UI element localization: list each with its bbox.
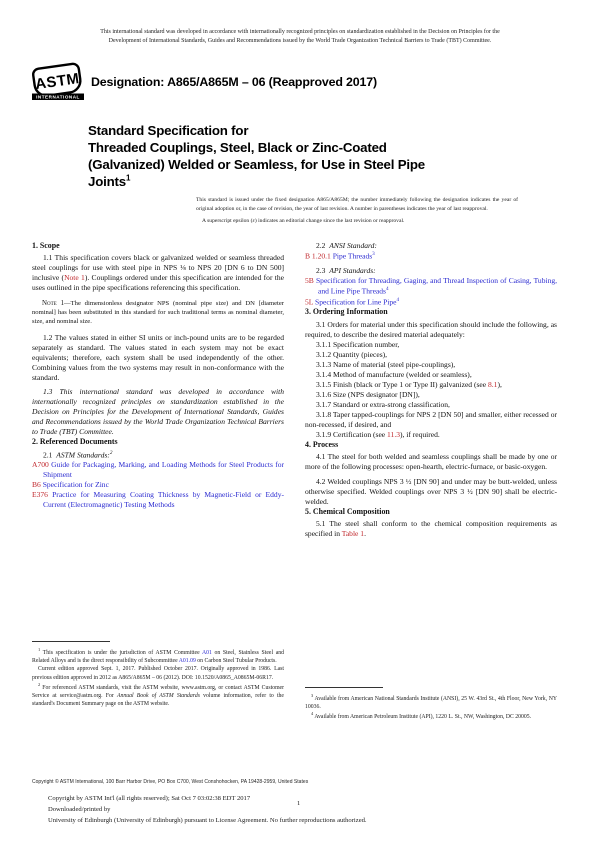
- download-printed-by: Downloaded/printed by: [48, 806, 111, 814]
- page-title: [88, 122, 518, 190]
- paragraph-3-1: 3.1 Orders for material under this specification should include the following, as required, to describe the desired material adequately:: [305, 319, 557, 339]
- paragraph-4-2: 4.2 Welded couplings NPS 3 ½ [DN 90] and under may be butt-welded, unless otherwise specified. Welded couplings over NPS 3 ½ [DN 90] shall be electric-welded.: [305, 476, 557, 506]
- page-number: 1: [297, 800, 301, 807]
- right-column: [305, 241, 557, 539]
- issue-note-paragraph-2: A superscript epsilon (ε) indicates an editorial change since the last revision or reapproval.: [202, 217, 405, 224]
- reference-api-5b[interactable]: 5B Specification for Threading, Gaging, and Thread Inspection of Casing, Tubing, and Line Pipe Threads$^4$: [305, 276, 557, 296]
- link-section-8-1[interactable]: 8.1: [488, 379, 498, 389]
- reference-title: Pipe Threads: [332, 251, 373, 261]
- designation-text: Designation: A865/A865M – 06 (Reapproved 2017): [91, 75, 377, 89]
- tbt-notice-line-2: Development of International Standards, Guides and Recommendations issued by the World Trade Organization Technical Barriers to Trade (TBT) Committee.: [108, 38, 492, 45]
- reference-astm-e376[interactable]: [32, 490, 284, 510]
- left-column: [32, 241, 284, 510]
- title-line-3: (Galvanized) Welded or Seamless, for Use in Steel Pipe: [88, 157, 426, 173]
- footnote-current-edition: Current edition approved Sept. 1, 2017. Published October 2017. Originally approved in 1986. Last previous edition approved in 2012 as A865/A865M – 06 (2012). DOI: 10.1520/A0865_A0865M-06R17.: [32, 666, 284, 681]
- paragraph-3-1-2: 3.1.2 Quantity (pieces),: [316, 349, 388, 359]
- paragraph-1-1: 1.1 This specification covers black or galvanized welded or seamless threaded steel couplings for use with steel pipe in NPS ⅛ to NPS 20 [DN 6 to DN 500] inclusive (Note 1). Couplings ordered under this specification are intended for the uses outlined in the pipe specifications referencing this specification.: [32, 253, 284, 293]
- download-license: University of Edinburgh (University of Edinburgh) pursuant to License Agreement. No further reproductions authorized.: [48, 817, 367, 825]
- section-heading-process: 4. Process: [305, 439, 339, 449]
- section-heading-scope: 1. Scope: [32, 241, 60, 250]
- reference-designation: E376: [32, 489, 48, 499]
- copyright-line: Copyright © ASTM International, 100 Barr Harbor Drive, PO Box C700, West Conshohocken, PA 19428-2959, United States: [32, 779, 309, 785]
- footnotes-left: [32, 647, 284, 709]
- paragraph-3-1-9: 3.1.9 Certification (see 11.3), if required.: [316, 429, 440, 439]
- paragraph-3-1-4: 3.1.4 Method of manufacture (welded or seamless),: [316, 369, 472, 379]
- reference-ansi-b1201[interactable]: B 1.20.1 Pipe Threads$^3$: [305, 250, 375, 261]
- download-info: [48, 793, 548, 826]
- paragraph-3-1-7: 3.1.7 Standard or extra-strong classification,: [316, 399, 450, 409]
- svg-text:ASTM: ASTM: [34, 70, 81, 94]
- link-section-11-3[interactable]: 11.3: [387, 429, 400, 439]
- section-heading-chemical-composition: 5. Chemical Composition: [305, 506, 390, 516]
- paragraph-3-1-6: 3.1.6 Size (NPS designator [DN]),: [316, 389, 420, 399]
- footnote-divider-left: [32, 641, 110, 642]
- paragraph-5-1: 5.1 The steel shall conform to the chemical composition requirements as specified in Table 1.: [305, 519, 557, 539]
- title-footnote-marker: 1: [125, 173, 131, 183]
- paragraph-3-1-3: 3.1.3 Name of material (steel pipe-couplings),: [316, 359, 456, 369]
- note-1: Note 1—The dimensionless designator NPS (nominal pipe size) and DN [diameter nominal] has been substituted in this standard for such traditional terms as nominal diameter, size, and nominal size.: [32, 300, 284, 325]
- reference-api-5l[interactable]: 5L Specification for Line Pipe$^4$: [305, 296, 400, 307]
- paragraph-3-1-5: 3.1.5 Finish (black or Type 1 or Type II) galvanized (see 8.1),: [316, 379, 502, 389]
- footnotes-right: [305, 693, 557, 722]
- issue-note: [196, 196, 518, 228]
- reference-astm-a700[interactable]: [32, 460, 284, 480]
- reference-designation: B6: [32, 479, 41, 489]
- reference-title: Specification for Threading, Gaging, and Thread Inspection of Casing, Tubing, and Line Pipe Threads: [315, 276, 557, 296]
- link-table-1[interactable]: Table 1: [341, 529, 365, 539]
- footnote-2: $^2$ For referenced ASTM standards, visit the ASTM website, www.astm.org, or contact ASTM Customer Service at service@astm.org. For Annual Book of ASTM Standards volume information, refer to the standard's Document Summary page on the ASTM website.: [32, 681, 285, 708]
- link-note-1[interactable]: Note 1: [64, 273, 85, 283]
- paragraph-4-1: 4.1 The steel for both welded and seamless couplings shall be made by one or more of the following processes: open-hearth, electric-furnace, or basic-oxygen.: [305, 452, 557, 472]
- reference-designation: B 1.20.1: [305, 251, 331, 261]
- note-label: Note 1: [42, 300, 65, 308]
- subheading-api-standards: 2.3 API Standards:: [316, 266, 376, 276]
- issue-note-paragraph-1: This standard is issued under the fixed designation A865/A865M; the number immediately following the designation indicates the year of original adoption or, in the case of revision, the year of last revision. A number in parentheses indicates the year of last reapproval.: [196, 197, 518, 213]
- designation-row: [30, 62, 570, 102]
- title-line-4: Joints$^1$: [88, 173, 131, 190]
- subheading-ansi-standard: 2.2 ANSI Standard:: [316, 241, 377, 250]
- subheading-astm-standards: 2.1 ASTM Standards:$^2$: [43, 449, 113, 460]
- footnote-3: $^3$ Available from American National Standards Institute (ANSI), 25 W. 43rd St., 4th Floor, New York, NY 10036.: [305, 693, 557, 711]
- footnote-1: $^1$ This specification is under the jurisdiction of ASTM Committee A01 on Steel, Stainless Steel and Related Alloys and is the direct responsibility of Subcommittee A01.09 on Carbon Steel Tubular Products.: [32, 647, 284, 665]
- reference-designation: A700: [32, 460, 49, 470]
- paragraph-3-1-1: 3.1.1 Specification number,: [316, 339, 400, 349]
- reference-designation: 5B: [305, 276, 314, 286]
- footnote-4: $^4$ Available from American Petroleum Institute (API), 1220 L. St., NW, Washington, DC 20005.: [311, 711, 532, 721]
- astm-logo-icon: [30, 62, 86, 102]
- reference-title: Specification for Zinc: [42, 479, 109, 489]
- reference-title: Guide for Packaging, Marking, and Loading Methods for Steel Products for Shipment: [43, 460, 284, 479]
- section-heading-referenced-documents: 2. Referenced Documents: [32, 437, 118, 447]
- footnote-link-a0109: A01.09: [178, 658, 196, 665]
- tbt-notice: [32, 28, 568, 47]
- reference-title: Practice for Measuring Coating Thickness by Magnetic-Field or Eddy-Current (Electromagnetic) Testing Methods: [43, 489, 284, 509]
- section-heading-ordering-information: 3. Ordering Information: [305, 307, 388, 317]
- paragraph-1-2: 1.2 The values stated in either SI units or inch-pound units are to be regarded separately as standard. The values stated in each system may not be exact equivalents; therefore, each system shall be used independently of the other. Combining values from the two systems may result in non-conformance with the standard.: [32, 332, 284, 382]
- title-line-2: Threaded Couplings, Steel, Black or Zinc-Coated: [88, 140, 387, 156]
- paragraph-3-1-8: 3.1.8 Taper tapped-couplings for NPS 2 [DN 50] and smaller, either recessed or non-recessed, if desired, and: [305, 409, 557, 429]
- reference-designation: 5L: [305, 297, 314, 307]
- footnote-link-a01: A01: [201, 649, 212, 656]
- title-line-1: Standard Specification for: [88, 123, 249, 138]
- reference-astm-b6[interactable]: [32, 480, 284, 490]
- svg-text:INTERNATIONAL: INTERNATIONAL: [36, 94, 80, 100]
- reference-title: Specification for Line Pipe: [315, 297, 397, 307]
- footnote-divider-right: [305, 687, 383, 688]
- download-copyright: Copyright by ASTM Int'l (all rights reserved); Sat Oct 7 03:02:38 EDT 2017: [48, 795, 251, 802]
- tbt-notice-line-1: This international standard was developed in accordance with internationally recognized principles on standardization established in the Decision on Principles for the: [100, 29, 500, 35]
- paragraph-1-3: 1.3 This international standard was developed in accordance with internationally recognized principles on standardization established in the Decision on Principles for the Development of International Standards, Guides and Recommendations issued by the World Trade Organization Technical Barriers to Trade (TBT) Committee.: [32, 387, 284, 437]
